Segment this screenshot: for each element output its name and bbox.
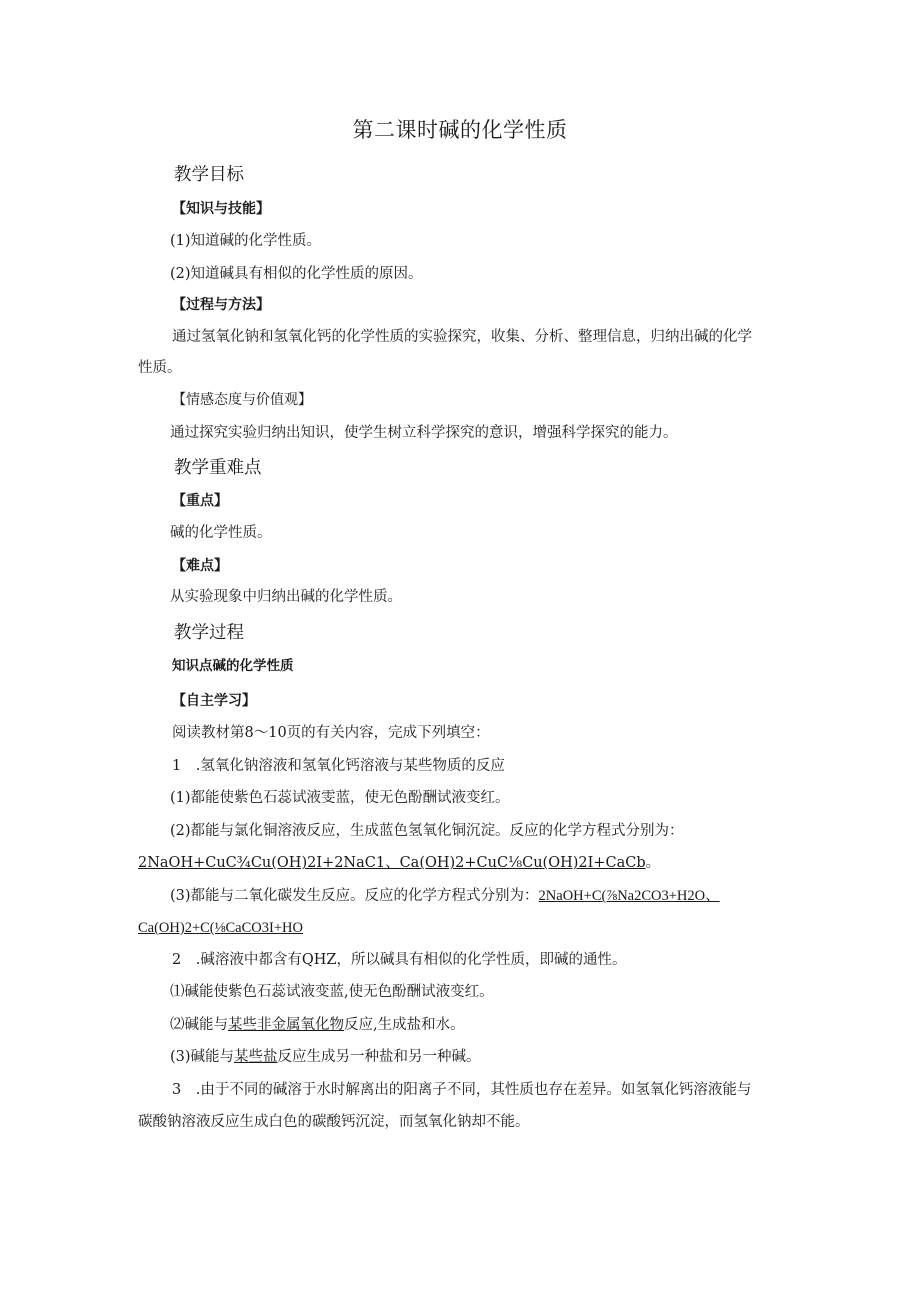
objective-process-line1: 通过氢氧化钠和氢氧化钙的化学性质的实验探究，收集、分析、整理信息，归纳出碱的化学 — [172, 329, 752, 345]
objective-knowledge-1: (1)知道碱的化学性质。 — [170, 233, 322, 249]
label-self-study: 【自主学习】 — [172, 693, 256, 709]
section-heading-process: 教学过程 — [174, 623, 244, 643]
item-2-2-suffix: 反应,生成盐和水。 — [344, 1017, 465, 1033]
item-2-3-underlined: 某些盐 — [234, 1049, 278, 1065]
item-1-2-equations-line — [138, 853, 660, 873]
item-1-3 — [170, 886, 732, 906]
topic-heading: 知识点碱的化学性质 — [172, 658, 294, 674]
equation-calcium-co2: Ca(OH)2+C(⅛CaCO3I+HO — [138, 920, 303, 936]
item-3-line2: 碳酸钠溶液反应生成白色的碳酸钙沉淀，而氢氧化钠却不能。 — [138, 1114, 530, 1130]
item-2: 2 .碱溶液中都含有QHZ，所以碱具有相似的化学性质，即碱的通性。 — [172, 952, 627, 968]
label-emotion-values: 【情感态度与价值观】 — [172, 392, 312, 408]
item-1-3-prefix: (3)都能与二氧化碳发生反应。反应的化学方程式分别为： — [170, 888, 539, 904]
label-key-point: 【重点】 — [172, 493, 228, 509]
page-title: 第二课时碱的化学性质 — [352, 118, 568, 142]
objective-knowledge-2: (2)知道碱具有相似的化学性质的原因。 — [170, 266, 423, 282]
equation-end-mark: 。 — [645, 855, 661, 871]
equation-copper-chloride: 2NaOH+CuC¾Cu(OH)2I+2NaC1、Ca(OH)2+CuC⅛Cu(OH)2I+CaCb — [138, 855, 646, 871]
item-2-2-underlined: 某些非金属氧化物 — [228, 1017, 344, 1033]
difficult-point-text: 从实验现象中归纳出碱的化学性质。 — [170, 589, 402, 605]
item-2-3 — [170, 1047, 481, 1067]
section-heading-objectives: 教学目标 — [174, 165, 244, 185]
equation-sodium-co2: 2NaOH+C(⅞Na2CO3+H2O、 — [538, 888, 720, 904]
objective-emotion-1: 通过探究实验归纳出知识，使学生树立科学探究的意识，增强科学探究的能力。 — [170, 425, 678, 441]
label-process-method: 【过程与方法】 — [172, 297, 270, 313]
key-point-text: 碱的化学性质。 — [170, 525, 272, 541]
item-2-1: ⑴碱能使紫色石蕊试液变蓝,使无色酚酬试液变红。 — [170, 984, 494, 1000]
label-knowledge-skills: 【知识与技能】 — [172, 201, 270, 217]
item-2-3-suffix: 反应生成另一种盐和另一种碱。 — [277, 1049, 481, 1065]
item-2-2 — [170, 1015, 465, 1035]
section-heading-key-points: 教学重难点 — [174, 458, 262, 478]
objective-process-line2: 性质。 — [138, 360, 182, 376]
item-2-3-prefix: (3)碱能与 — [170, 1049, 235, 1065]
self-study-intro: 阅读教材第8～10页的有关内容，完成下列填空： — [172, 725, 490, 741]
item-3-line1: 3 .由于不同的碱溶于水时解离出的阳离子不同，其性质也存在差异。如氢氧化钙溶液能与 — [172, 1082, 752, 1098]
item-1: 1 .氢氧化钠溶液和氢氧化钙溶液与某些物质的反应 — [172, 758, 505, 774]
item-1-1: (1)都能使紫色石蕊试液雯蓝，使无色酚酬试液变红。 — [170, 790, 510, 806]
item-1-2: (2)都能与氯化铜溶液反应，生成蓝色氢氧化铜沉淀。反应的化学方程式分别为： — [170, 823, 684, 839]
item-2-2-prefix: ⑵碱能与 — [170, 1017, 228, 1033]
label-difficult-point: 【难点】 — [172, 558, 228, 574]
